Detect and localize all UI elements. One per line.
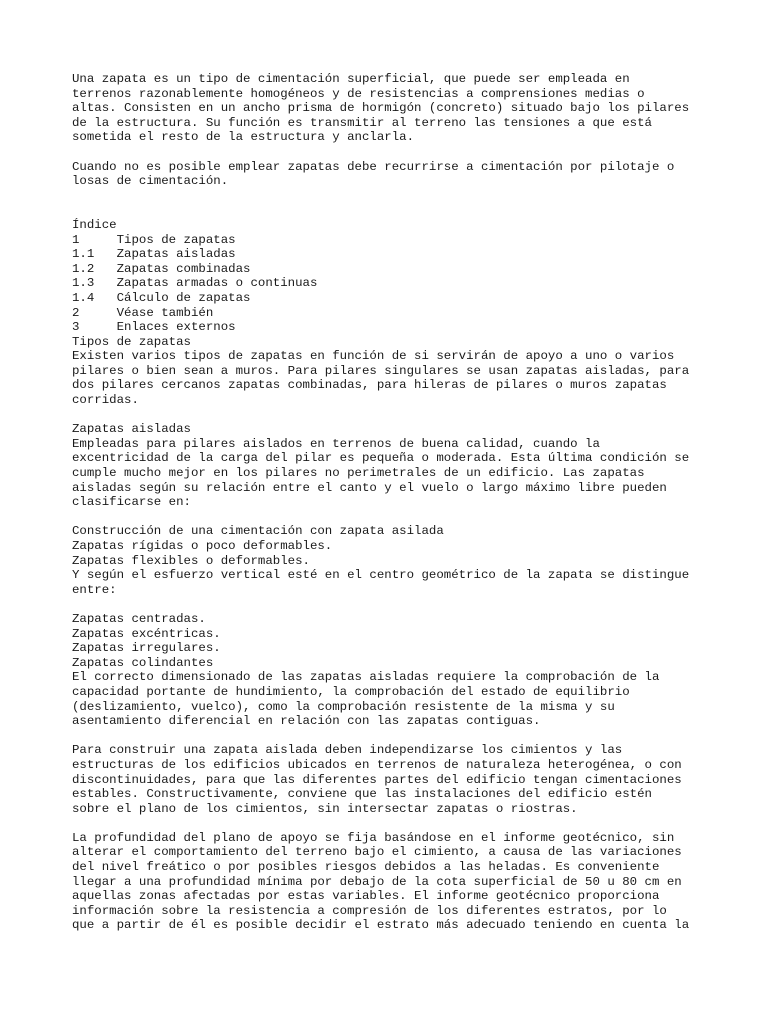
text-line: Zapatas rígidas o poco deformables. — [72, 539, 333, 553]
text-line: estructuras de los edificios ubicados en terrenos de naturaleza heterogénea, o con — [72, 757, 682, 772]
text-line: El correcto dimensionado de las zapatas aisladas requiere la comprobación de la — [72, 670, 660, 685]
text-line: cumple mucho mejor en los pilares no perimetrales de un edificio. Las zapatas — [72, 466, 645, 481]
text-line: Zapatas aisladas — [72, 422, 191, 437]
text-line: Una zapata es un tipo de cimentación superficial, que puede ser empleada en — [72, 72, 630, 86]
text-line: asentamiento diferencial en relación con las zapatas contiguas. — [72, 714, 541, 729]
text-line: Para construir una zapata aislada deben independizarse los cimientos y las — [72, 743, 623, 758]
text-line: estables. Constructivamente, conviene que las instalaciones del edificio estén — [72, 787, 652, 802]
text-line: Construcción de una cimentación con zapata asilada — [72, 524, 444, 539]
text-line: clasificarse en: — [72, 495, 191, 510]
text-line: (deslizamiento, vuelco), como la comprobación resistente de la misma y su — [72, 699, 615, 714]
text-line: terrenos razonablemente homogéneos y de resistencias a comprensiones medias o — [72, 86, 645, 101]
blank-line — [72, 203, 712, 218]
text-line: sometida el resto de la estructura y anclarla. — [72, 130, 415, 145]
text-line: aquellas zonas afectadas por estas variables. El informe geotécnico proporciona — [72, 889, 660, 904]
text-line: sobre el plano de los cimientos, sin intersectar zapatas o riostras. — [72, 801, 578, 816]
text-line: Cuando no es posible emplear zapatas debe recurrirse a cimentación por pilotaje o — [72, 159, 675, 174]
text-line: corridas. — [72, 393, 139, 408]
text-line: Zapatas excéntricas. — [72, 626, 221, 641]
text-line: pilares o bien sean a muros. Para pilares singulares se usan zapatas aisladas, para — [72, 363, 690, 378]
text-line: información sobre la resistencia a compresión de los diferentes estratos, por lo — [72, 903, 667, 918]
text-line: capacidad portante de hundimiento, la comprobación del estado de equilibrio — [72, 684, 630, 699]
text-line: entre: — [72, 582, 117, 597]
text-line: de la estructura. Su función es transmitir al terreno las tensiones a que está — [72, 115, 652, 130]
blank-line — [72, 816, 712, 831]
text-line: discontinuidades, para que las diferentes partes del edificio tengan cimentaciones — [72, 772, 682, 787]
text-line: 1.4 Cálculo de zapatas — [72, 290, 251, 305]
document-body — [72, 72, 712, 933]
text-line: losas de cimentación. — [72, 174, 229, 189]
blank-line — [72, 597, 712, 612]
text-line: 2 Véase también — [72, 305, 214, 320]
text-line: dos pilares cercanos zapatas combinadas, para hileras de pilares o muros zapatas — [72, 378, 667, 393]
text-line: Zapatas irregulares. — [72, 641, 221, 656]
text-line: 3 Enlaces externos — [72, 320, 236, 335]
text-line: La profundidad del plano de apoyo se fija basándose en el informe geotécnico, sin — [72, 830, 675, 845]
text-line: que a partir de él es posible decidir el estrato más adecuado teniendo en cuenta la — [72, 918, 690, 933]
text-line: alterar el comportamiento del terreno bajo el cimiento, a causa de las variaciones — [72, 845, 682, 860]
blank-line — [72, 145, 712, 160]
text-line: 1.2 Zapatas combinadas — [72, 261, 251, 276]
text-line: Zapatas centradas. — [72, 611, 206, 626]
text-line: Índice — [72, 217, 117, 232]
text-line: llegar a una profundidad mínima por debajo de la cota superficial de 50 u 80 cm en — [72, 874, 682, 889]
text-line: Zapatas flexibles o deformables. — [72, 553, 310, 568]
text-line: Y según el esfuerzo vertical esté en el centro geométrico de la zapata se distingue — [72, 568, 690, 583]
text-line: del nivel freático o por posibles riesgos debidos a las heladas. Es conveniente — [72, 860, 660, 875]
text-line: excentricidad de la carga del pilar es pequeña o moderada. Esta última condición se — [72, 451, 690, 466]
text-line: 1 Tipos de zapatas — [72, 232, 236, 247]
text-line: altas. Consisten en un ancho prisma de hormigón (concreto) situado bajo los pilares — [72, 101, 690, 116]
text-line: Tipos de zapatas — [72, 334, 191, 349]
blank-line — [72, 510, 712, 525]
text-line: 1.1 Zapatas aisladas — [72, 247, 236, 262]
blank-line — [72, 189, 712, 204]
text-line: aisladas según su relación entre el canto y el vuelo o largo máximo libre pueden — [72, 480, 667, 495]
text-line: Zapatas colindantes — [72, 655, 214, 670]
blank-line — [72, 729, 712, 744]
blank-line — [72, 408, 712, 423]
text-line: 1.3 Zapatas armadas o continuas — [72, 276, 318, 291]
text-line: Existen varios tipos de zapatas en función de si servirán de apoyo a uno o varios — [72, 349, 675, 364]
text-line: Empleadas para pilares aislados en terrenos de buena calidad, cuando la — [72, 436, 600, 451]
